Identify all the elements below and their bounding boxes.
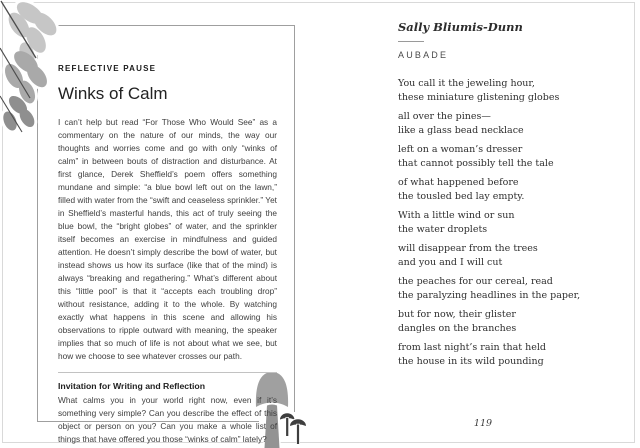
left-page-content xyxy=(58,64,277,446)
poem-stanza xyxy=(398,143,610,170)
essay-body: I can’t help but read “For Those Who Would See” as a commentary on the nature of our minds, the way our thoughts and worries come and go with only “winks of calm” in between bouts of distraction and disturbance. At first glance, Derek Sheffield’s poem offers something mundane and simple: “a blue bowl left out on the lawn,” filled with water from the “swift and ceaseless sprinkler.” Yet in Sheffield’s masterful hands, this act of truly seeing the blue bowl, the “bright globes” of water, and the sprinkler itself becomes an exercise in mindfulness and guided attention. He doesn’t simply describe the bowl of water, but instead shows us how its surface (like that of the mind) is always “breaking and regathering.” What’s different about this “little pool” is that it “accepts each troubling drop” without resistance, adding it to the whole. By watching exactly what happens in this scene and allowing his observations to ripple outward with meaning, the speaker implies that so much of life is not about what we see, but how we choose to see whatever crosses our path. xyxy=(58,117,277,361)
poem-line: With a little wind or sun xyxy=(398,210,515,221)
invitation-body: What calms you in your world right now, even if it’s something very simple? Can you describe the effect of this object or person on you? Can you make a whole list of things that have offered you those “winks of calm” lately? xyxy=(58,395,277,444)
poem-line: the house in its wild pounding xyxy=(398,355,544,367)
essay-title: Winks of Calm xyxy=(58,84,168,103)
poem-stanza xyxy=(398,308,610,335)
poem-line: from last night’s rain that held xyxy=(398,342,546,353)
poem-stanza xyxy=(398,110,610,137)
poem-line: the tousled bed lay empty. xyxy=(398,190,525,202)
section-label: REFLECTIVE PAUSE xyxy=(58,64,157,73)
poem-title: AUBADE xyxy=(398,50,449,60)
author-rule xyxy=(398,41,424,42)
poem-line: like a glass bead necklace xyxy=(398,124,524,136)
page-number: 119 xyxy=(473,418,493,429)
poem-line: but for now, their glister xyxy=(398,309,516,320)
poem-body xyxy=(398,77,610,368)
poem-stanza xyxy=(398,341,610,368)
poem-line: that cannot possibly tell the tale xyxy=(398,157,554,169)
poet-name: Sally Bliumis-Dunn xyxy=(398,20,523,34)
right-page-content xyxy=(398,20,610,374)
invitation-heading: Invitation for Writing and Reflection xyxy=(58,381,206,391)
poem-stanza xyxy=(398,242,610,269)
poem-line: will disappear from the trees xyxy=(398,243,538,254)
poem-stanza xyxy=(398,176,610,203)
poem-stanza xyxy=(398,209,610,236)
poem-line: of what happened before xyxy=(398,177,519,188)
poem-line: the paralyzing headlines in the paper, xyxy=(398,289,581,301)
poem-line: left on a woman’s dresser xyxy=(398,144,523,155)
poem-line: dangles on the branches xyxy=(398,322,517,334)
poem-line: and you and I will cut xyxy=(398,256,503,268)
poem-line: You call it the jeweling hour, xyxy=(398,78,535,89)
section-divider xyxy=(58,372,277,373)
poem-line: these miniature glistening globes xyxy=(398,91,560,103)
poem-line: the peaches for our cereal, read xyxy=(398,276,553,287)
poem-line: all over the pines— xyxy=(398,111,491,122)
poem-stanza xyxy=(398,275,610,302)
poem-stanza xyxy=(398,77,610,104)
poem-line: the water droplets xyxy=(398,223,488,235)
